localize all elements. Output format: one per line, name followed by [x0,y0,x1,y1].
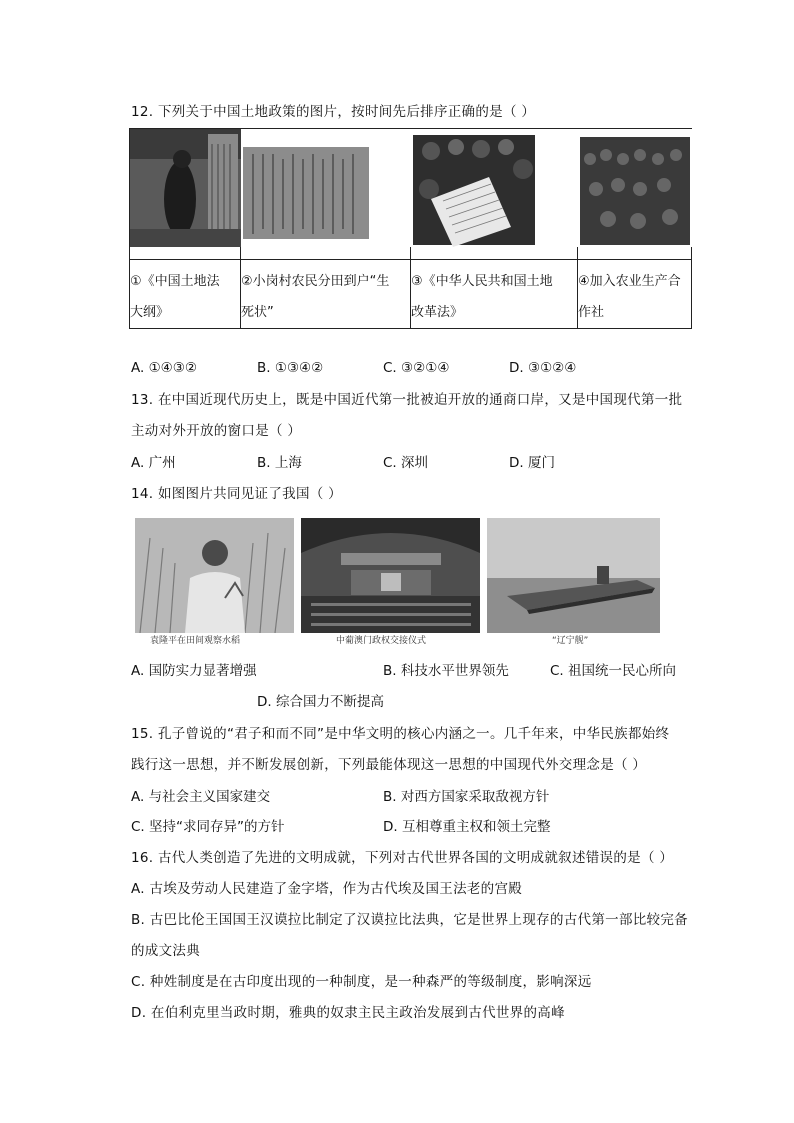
caption-line-2: 大纲》 [130,305,170,320]
q12-option-d[interactable]: D. ③①②④ [509,360,577,376]
table-cell-image-3 [411,129,578,260]
table-cell-caption-2 [241,260,411,329]
q14-option-c[interactable]: C. 祖国统一民心所向 [550,663,677,679]
question-12-table [129,128,692,329]
question-14-stem: 14. 如图图片共同见证了我国（ ） [131,486,342,502]
table-cell-image-1 [130,129,241,260]
q15-option-a[interactable]: A. 与社会主义国家建交 [131,789,271,805]
question-15-stem-line-1: 15. 孔子曾说的“君子和而不同”是中华文明的核心内涵之一。几千年来，中华民族都始终 [131,726,670,742]
photo-land-reform-law [411,129,578,247]
caption-line-2: 改革法》 [411,305,464,320]
photo-caption-2: 中葡澳门政权交接仪式 [336,636,427,646]
table-cell-caption-3 [411,260,578,329]
q15-option-c[interactable]: C. 坚持“求同存异”的方针 [131,819,285,835]
caption-line-2: 作社 [578,305,605,320]
q15-option-d[interactable]: D. 互相尊重主权和领土完整 [383,819,551,835]
caption-line-2: 死状” [241,305,274,320]
q14-option-b[interactable]: B. 科技水平世界领先 [383,663,509,679]
q16-option-b-line-2: 的成文法典 [131,943,200,959]
caption-line-1: ④加入农业生产合 [578,274,681,289]
question-13-stem-line-1: 13. 在中国近现代历史上，既是中国近代第一批被迫开放的通商口岸，又是中国现代第一批 [131,392,683,408]
question-13-stem-line-2: 主动对外开放的窗口是（ ） [131,423,302,439]
photo-macau-handover [301,518,480,633]
q16-option-a[interactable]: A. 古埃及劳动人民建造了金字塔，作为古代埃及国王法老的宫殿 [131,881,523,897]
q16-option-d[interactable]: D. 在伯利克里当政时期，雅典的奴隶主民主政治发展到古代世界的高峰 [131,1005,565,1021]
q13-option-b[interactable]: B. 上海 [257,455,302,471]
photo-caption-3: “辽宁舰” [552,636,589,646]
caption-line-1: ③《中华人民共和国土地 [411,274,553,289]
q15-option-b[interactable]: B. 对西方国家采取敌视方针 [383,789,550,805]
q14-option-d[interactable]: D. 综合国力不断提高 [257,694,384,710]
table-cell-image-2 [241,129,411,260]
q13-option-a[interactable]: A. 广州 [131,455,176,471]
table-cell-caption-1 [130,260,241,329]
caption-line-1: ②小岗村农民分田到户“生 [241,274,390,289]
table-cell-caption-4 [578,260,692,329]
photo-agricultural-cooperative [578,129,692,247]
q13-option-c[interactable]: C. 深圳 [383,455,429,471]
q12-option-c[interactable]: C. ③②①④ [383,360,450,376]
question-15-stem-line-2: 践行这一思想，并不断发展创新，下列最能体现这一思想的中国现代外交理念是（ ） [131,757,647,773]
q14-option-a[interactable]: A. 国防实力显著增强 [131,663,257,679]
q16-option-b-line-1[interactable]: B. 古巴比伦王国国王汉谟拉比制定了汉谟拉比法典，它是世界上现存的古代第一部比较完备 [131,912,688,928]
photo-liaoning-carrier [487,518,660,633]
table-cell-image-4 [578,129,692,260]
photo-yuan-longping [135,518,294,633]
photo-caption-1: 袁隆平在田间观察水稻 [150,636,241,646]
photo-xiaogang-contract [241,129,411,247]
question-16-stem: 16. 古代人类创造了先进的文明成就，下列对古代世界各国的文明成就叙述错误的是（ ） [131,850,674,866]
question-12-stem: 12. 下列关于中国土地政策的图片，按时间先后排序正确的是（ ） [131,104,536,120]
q12-option-b[interactable]: B. ①③④② [257,360,324,376]
q13-option-d[interactable]: D. 厦门 [509,455,555,471]
caption-line-1: ①《中国土地法 [130,274,220,289]
q12-option-a[interactable]: A. ①④③② [131,360,197,376]
q16-option-c[interactable]: C. 种姓制度是在古印度出现的一种制度，是一种森严的等级制度，影响深远 [131,974,592,990]
photo-land-law-outline [130,129,241,247]
